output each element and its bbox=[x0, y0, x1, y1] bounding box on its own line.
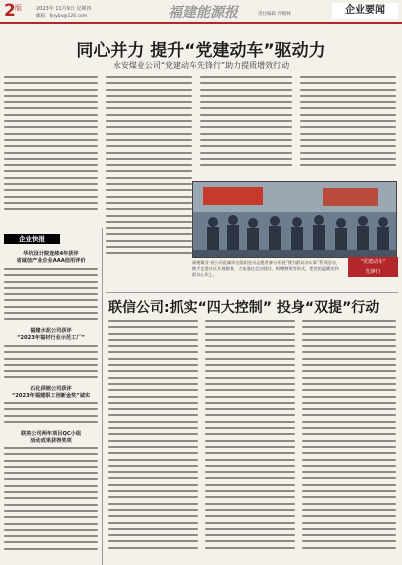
masthead bbox=[0, 0, 402, 24]
photo-badge: “党建动车” 先锋行 bbox=[348, 257, 398, 277]
lead-col-4 bbox=[300, 76, 396, 170]
page-number: 2 bbox=[4, 1, 16, 21]
photo-caption: 福建煤业·省公司直属单位组织党员志愿者参与开展“我为群众办实事”系列活动，携手走进社区开展服务，大家通过走访慰问、捐赠物资等形式，把党的温暖送到群众心坎上。 bbox=[192, 260, 340, 277]
second-col-3 bbox=[302, 320, 396, 553]
sidebar-section-label: 企业快报 bbox=[4, 234, 60, 244]
lead-col-2 bbox=[106, 76, 192, 259]
brief-title-3: 石化供销公司获评 “2023年福建职工创新金奖”诚实 bbox=[11, 386, 91, 399]
brief-title-1: 华坑设计院连续4年获评 省诚信产业企业AAA信用评价 bbox=[16, 251, 86, 264]
brief-body-3 bbox=[4, 402, 98, 427]
brief-title-4: 联美公司两年项目QC小组 活动成果获得奖项 bbox=[20, 431, 82, 444]
brief-title-2: 福建水泥公司获评 “2023年福材行业示范工厂” bbox=[17, 328, 85, 341]
brief-body-4 bbox=[4, 447, 98, 554]
second-headline: 联信公司:抓实“四大控制” 投身“双提”行动 bbox=[108, 300, 380, 316]
dateline: 2023年 11月9日 星期四 bbox=[36, 6, 92, 12]
column-divider bbox=[102, 228, 103, 565]
lead-col-1 bbox=[4, 76, 98, 215]
lead-col-3 bbox=[200, 76, 292, 170]
section-tag: 企业要闻 bbox=[332, 3, 398, 19]
paper-name: 福建能源报 bbox=[168, 5, 238, 21]
brief-body-2 bbox=[4, 345, 98, 383]
group-photo-image bbox=[193, 182, 397, 258]
editor-credit: 责任编辑 乔帽林 bbox=[258, 12, 291, 17]
brief-body-1 bbox=[4, 268, 98, 325]
email: 邮箱：fjnybs@126.com bbox=[36, 14, 88, 19]
second-col-1 bbox=[108, 320, 198, 553]
news-photo bbox=[192, 181, 397, 258]
page-banner: 版 bbox=[15, 4, 22, 12]
section-divider bbox=[106, 292, 398, 293]
lead-headline: 同心并力 提升“党建动车”驱动力 bbox=[76, 41, 326, 61]
lead-subhead: 永安煤业公司“党建动车先锋行”助力提质增效行动 bbox=[112, 61, 290, 70]
second-col-2 bbox=[205, 320, 295, 553]
